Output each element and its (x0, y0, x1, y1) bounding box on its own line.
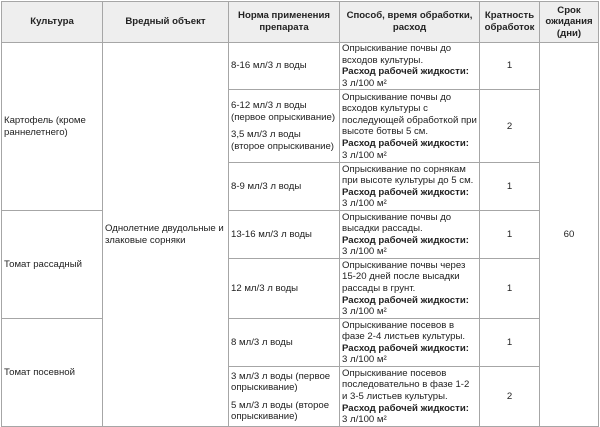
consumption-value: 3 л/100 м² (342, 149, 387, 161)
count-cell: 1 (480, 211, 540, 259)
table-row (2, 43, 599, 90)
waiting-cell: 60 (540, 43, 599, 427)
rate-first: 6-12 мл/3 л воды (первое опрыскивание) (231, 100, 336, 123)
count-cell: 1 (480, 259, 540, 319)
rate-cell: 12 мл/3 л воды (229, 259, 340, 319)
count-cell: 2 (480, 367, 540, 427)
consumption-label: Расход рабочей жидкости: (342, 294, 469, 306)
consumption-value: 3 л/100 м² (342, 354, 387, 366)
method-cell (340, 367, 480, 427)
rate-cell: 13-16 мл/3 л воды (229, 211, 340, 259)
header-row (2, 2, 599, 43)
culture-tomato-seedling: Томат рассадный (2, 211, 103, 319)
method-text: Опрыскивание почвы до всходов культуры. (342, 43, 452, 66)
consumption-label: Расход рабочей жидкости: (342, 402, 469, 414)
method-cell (340, 211, 480, 259)
consumption-label: Расход рабочей жидкости: (342, 234, 469, 246)
header-method: Способ, время обработки, расход (340, 2, 480, 43)
consumption-label: Расход рабочей жидкости: (342, 66, 469, 78)
culture-potato: Картофель (кроме раннелетнего) (2, 43, 103, 211)
header-waiting: Срок ожидания (дни) (540, 2, 599, 43)
count-cell: 2 (480, 90, 540, 163)
header-pest: Вредный объект (103, 2, 229, 43)
method-cell (340, 259, 480, 319)
method-cell (340, 319, 480, 367)
consumption-value: 3 л/100 м² (342, 306, 387, 318)
rate-first: 3 мл/3 л воды (первое опрыскивание) (231, 370, 331, 394)
method-text: Опрыскивание по сорнякам при высоте культуры до 5 см. (342, 163, 474, 187)
method-text: Опрыскивание почвы до всходов культуры с последующей обработкой при высоте ботвы 5 см. (342, 91, 477, 138)
table-row (2, 211, 599, 259)
method-text: Опрыскивание почвы до высадки рассады. (342, 211, 452, 235)
rate-cell: 8-9 мл/3 л воды (229, 163, 340, 211)
regulations-table (1, 1, 599, 427)
rate-cell: 8 мл/3 л воды (229, 319, 340, 367)
method-cell (340, 163, 480, 211)
rate-second: 3,5 мл/3 л воды (второе опрыскивание) (231, 129, 335, 152)
culture-tomato-sown: Томат посевной (2, 319, 103, 427)
consumption-label: Расход рабочей жидкости: (342, 186, 469, 198)
header-culture: Культура (2, 2, 103, 43)
consumption-label: Расход рабочей жидкости: (342, 342, 469, 354)
consumption-value: 3 л/100 м² (342, 414, 387, 426)
count-cell: 1 (480, 43, 540, 90)
consumption-label: Расход рабочей жидкости: (342, 137, 469, 149)
rate-cell: 8-16 мл/3 л воды (229, 43, 340, 90)
method-cell (340, 90, 480, 163)
rate-cell (229, 367, 340, 427)
consumption-value: 3 л/100 м² (342, 77, 387, 89)
header-count: Кратность обработок (480, 2, 540, 43)
pest-cell: Однолетние двудольные и злаковые сорняки (103, 43, 229, 427)
method-text: Опрыскивание посевов последовательно в фазе 1-2 и 3-5 листьев культуры. (342, 367, 470, 403)
table-row (2, 319, 599, 367)
consumption-value: 3 л/100 м² (342, 246, 387, 258)
consumption-value: 3 л/100 м² (342, 198, 387, 210)
rate-second: 5 мл/3 л воды (второе опрыскивание) (231, 399, 330, 423)
header-rate: Норма применения препарата (229, 2, 340, 43)
rate-cell (229, 90, 340, 163)
method-text: Опрыскивание посевов в фазе 2-4 листьев культуры. (342, 319, 466, 343)
count-cell: 1 (480, 319, 540, 367)
method-text: Опрыскивание почвы через 15-20 дней после высадки рассады в грунт. (342, 259, 466, 295)
method-cell (340, 43, 480, 90)
count-cell: 1 (480, 163, 540, 211)
